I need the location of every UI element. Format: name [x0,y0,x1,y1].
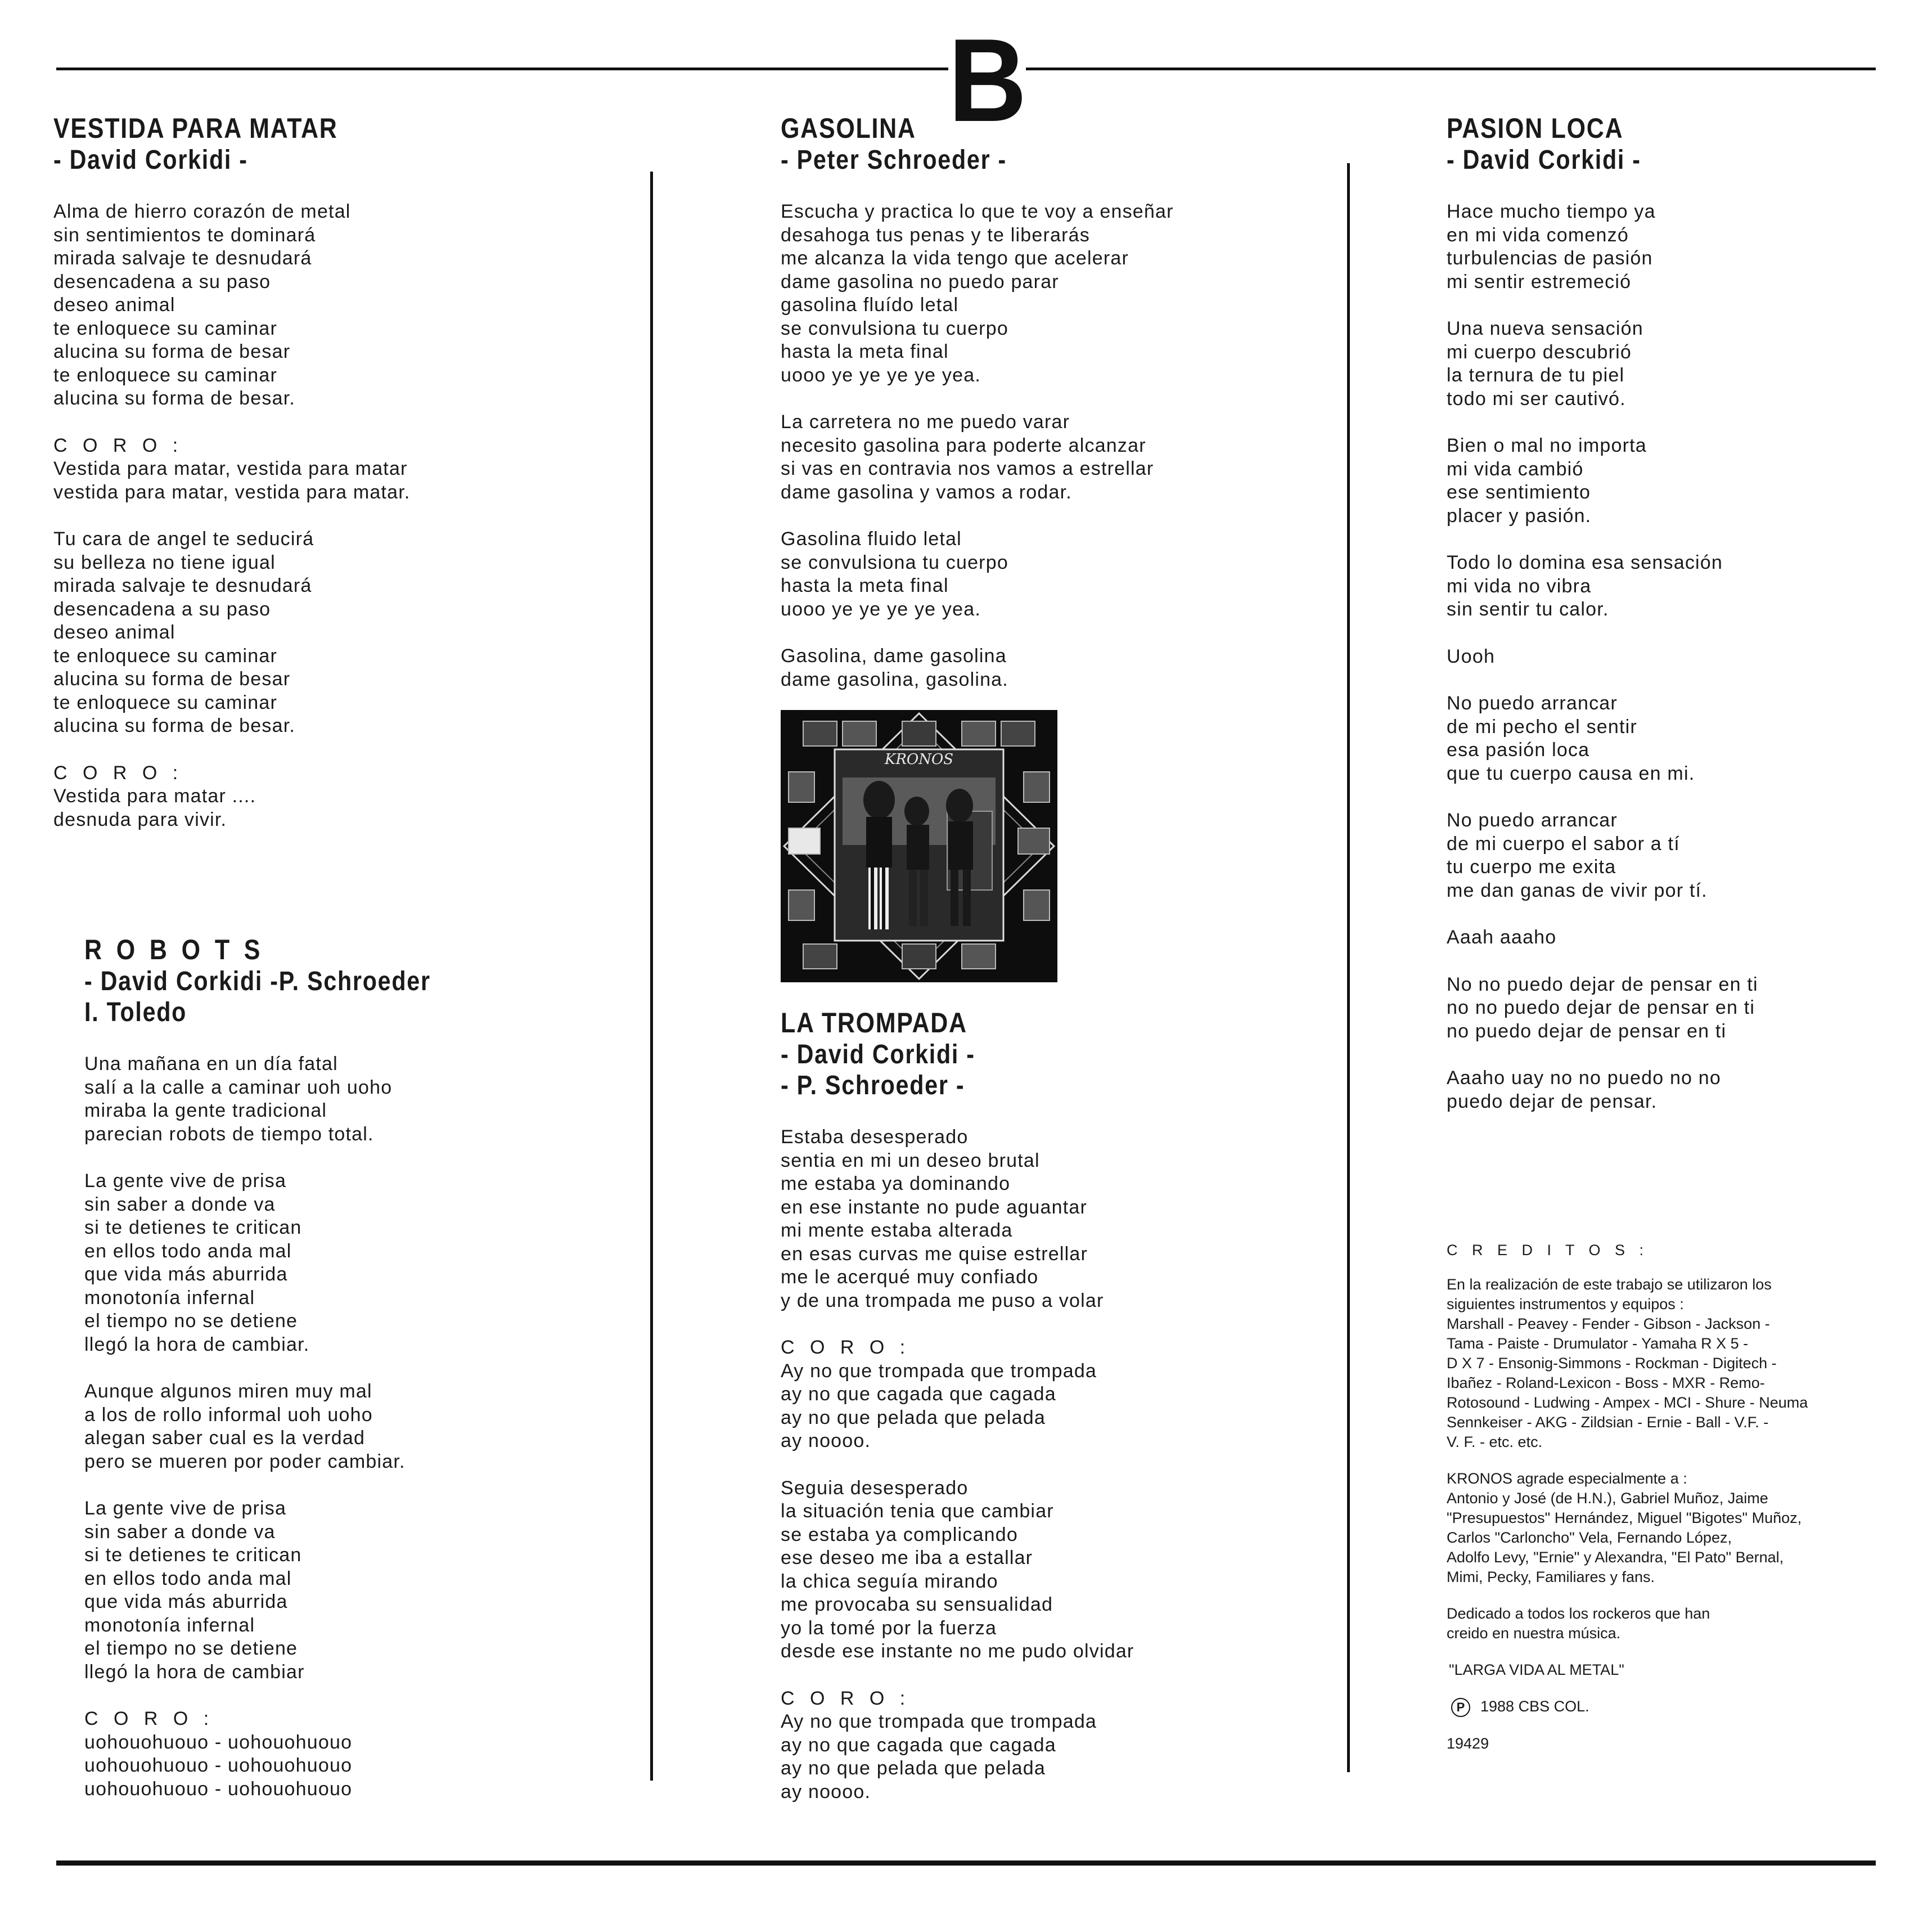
lyric-line: llegó la hora de cambiar. [84,1333,310,1355]
lyric-line: Gasolina, dame gasolina [781,645,1007,667]
song-author: - David Corkidi - [53,145,248,175]
song-author: - David Corkidi -P. Schroeder [84,967,431,996]
song-title: LA TROMPADA [781,1007,967,1039]
lyric-line: No no puedo dejar de pensar en ti [1447,973,1758,995]
lyric-line: si te detienes te critican [84,1217,302,1238]
verse [1447,692,1897,785]
lyric-line: la ternura de tu piel [1447,365,1625,386]
song-vestida-para-matar [53,113,638,832]
verse [84,1380,647,1473]
credits-line: Rotosound - Ludwing - Ampex - MCI - Shure - Neuma [1447,1394,1808,1411]
lyric-line: uohouohuouo - uohouohuouo [84,1731,353,1753]
lyric-line: su belleza no tiene igual [53,551,276,573]
lyric-line: ese deseo me iba a estallar [781,1547,1033,1569]
lyric-line: deseo animal [53,622,175,643]
lyric-line: ay no que pelada que pelada [781,1406,1046,1428]
lyric-line: tu cuerpo me exita [1447,856,1616,878]
verse [53,528,638,738]
credits-line: Marshall - Peavey - Fender - Gibson - Jackson - [1447,1315,1770,1332]
lyric-line: desnuda para vivir. [53,808,227,830]
song-title: PASION LOCA [1447,113,1624,144]
verse [1447,1067,1897,1113]
lyric-line: que vida más aburrida [84,1591,288,1612]
verse [1447,926,1897,950]
lyric-line: uooo ye ye ye ye yea. [781,598,981,620]
cover-band-logo: KRONOS [884,751,954,768]
lyric-line: me provocaba su sensualidad [781,1594,1053,1615]
verse [781,411,1343,504]
lyric-line: Escucha y practica lo que te voy a enseñar [781,201,1174,222]
verse [781,1126,1343,1313]
credits-line: Dedicado a todos los rockeros que han [1447,1605,1710,1622]
song-author: - P. Schroeder - [781,1071,965,1100]
credits-line: Tama - Paiste - Drumulator - Yamaha R X 5 - [1447,1335,1749,1352]
album-cover-art [781,710,1057,982]
lyric-line: alucina su forma de besar. [53,388,295,409]
copyright-text: 1988 CBS COL. [1480,1698,1589,1715]
column-left [53,113,638,1800]
verse [53,762,638,832]
credits-line: V. F. - etc. etc. [1447,1433,1543,1450]
lyric-line: me estaba ya dominando [781,1173,1011,1194]
lyric-line: alucina su forma de besar. [53,715,295,736]
verse [84,1707,647,1801]
lyric-line: te enloquece su caminar [53,317,278,339]
lyric-line: sin sentir tu calor. [1447,599,1609,620]
lyric-line: uohouohuouo - uohouohuouo [84,1778,353,1800]
verse [84,1497,647,1684]
credits-line: Mimi, Pecky, Familiares y fans. [1447,1569,1655,1585]
lyric-line: ay noooo. [781,1430,871,1451]
lyric-line: se estaba ya complicando [781,1523,1018,1545]
lyric-line: alucina su forma de besar [53,341,291,362]
verse [1447,809,1897,902]
verse [1447,434,1897,528]
credits-line: siguientes instrumentos y equipos : [1447,1296,1684,1313]
song-pasion-loca [1447,113,1897,1113]
credits-line: Adolfo Levy, "Ernie" y Alexandra, "El Pato" Bernal, [1447,1549,1784,1566]
chorus-label: C O R O : [84,1708,214,1729]
chorus-label: C O R O : [781,1337,911,1358]
song-title: GASOLINA [781,113,916,144]
lyric-line: Estaba desesperado [781,1126,969,1148]
column-right [1447,113,1897,1752]
lyric-line: Tu cara de angel te seducirá [53,528,314,550]
lyric-line: me le acerqué muy confiado [781,1266,1039,1288]
lyric-line: esa pasión loca [1447,739,1590,761]
credits-line: Ibañez - Roland-Lexicon - Boss - MXR - Remo- [1447,1374,1765,1391]
song-author: - David Corkidi - [1447,145,1641,175]
song-title: R O B O T S [84,934,264,965]
lyric-line: en ese instante no pude aguantar [781,1196,1088,1218]
lyric-line: el tiempo no se detiene [84,1638,298,1659]
verse [1447,973,1897,1044]
song-robots [84,934,647,1824]
lyric-line: Aaah aaaho [1447,927,1557,948]
lyric-line: dame gasolina y vamos a rodar. [781,481,1072,503]
lyric-line: de mi cuerpo el sabor a tí [1447,833,1680,855]
lyric-line: mi mente estaba alterada [781,1220,1013,1241]
side-letter: B [948,14,1027,146]
lyric-line: La gente vive de prisa [84,1498,287,1519]
lyric-line: uohouohuouo - uohouohuouo [84,1755,353,1776]
lyric-line: te enloquece su caminar [53,691,278,713]
lyric-line: que tu cuerpo causa en mi. [1447,762,1695,784]
lyric-line: mi vida cambió [1447,458,1584,480]
lyric-line: y de una trompada me puso a volar [781,1289,1104,1311]
credits-section [1447,1241,1897,1754]
lyric-line: la chica seguía mirando [781,1570,998,1592]
lyric-line: que vida más aburrida [84,1264,288,1285]
verse [84,1053,647,1146]
lyric-line: Ay no que trompada que trompada [781,1711,1097,1732]
lyric-line: te enloquece su caminar [53,645,278,667]
lyric-line: sin sentimientos te dominará [53,224,316,246]
column-divider-left [650,172,653,1781]
lyric-line: Aaaho uay no no puedo no no [1447,1067,1722,1089]
lyric-line: dame gasolina no puedo parar [781,271,1059,293]
verse [1447,551,1897,622]
lyric-line: Todo lo domina esa sensación [1447,552,1723,573]
lyric-line: en ellos todo anda mal [84,1240,292,1262]
lyric-line: pero se mueren por poder cambiar. [84,1450,406,1472]
lyric-line: desde ese instante no me pudo olvidar [781,1641,1134,1662]
lyric-line: ay noooo. [781,1781,871,1803]
lyric-line: mirada salvaje te desnudará [53,575,312,596]
lyric-line: no puedo dejar de pensar en ti [1447,1020,1727,1042]
lyric-line: Una nueva sensación [1447,318,1643,339]
verse [1447,317,1897,411]
lyric-line: Bien o mal no importa [1447,435,1647,456]
credits-line: Antonio y José (de H.N.), Gabriel Muñoz, Jaime [1447,1490,1768,1507]
verse [781,1477,1343,1664]
song-lyrics [53,200,638,832]
credits-line: Sennkeiser - AKG - Zildsian - Ernie - Ball - V.F. - [1447,1414,1769,1431]
lyric-line: alucina su forma de besar [53,668,291,690]
lyric-line: monotonía infernal [84,1287,255,1309]
lyric-line: la situación tenia que cambiar [781,1500,1054,1522]
chorus-label: C O R O : [53,434,183,456]
verse [781,645,1343,691]
lyric-line: Hace mucho tiempo ya [1447,201,1656,222]
credits-thanks [1447,1469,1897,1587]
lyric-line: Seguia desesperado [781,1477,969,1499]
lyric-line: en mi vida comenzó [1447,224,1629,246]
lyric-line: ese sentimiento [1447,482,1591,503]
verse [781,200,1343,387]
credits-line: KRONOS agrade especialmente a : [1447,1470,1687,1487]
lyric-line: desahoga tus penas y te liberarás [781,224,1090,246]
column-divider-right [1347,163,1350,1772]
lyric-line: ay no que cagada que cagada [781,1734,1056,1756]
lyric-line: mi sentir estremeció [1447,271,1632,293]
lyric-line: hasta la meta final [781,341,949,362]
verse [781,1687,1343,1804]
credits-motto: "LARGA VIDA AL METAL" [1449,1661,1624,1678]
phonogram-copyright-icon: P [1451,1698,1470,1717]
verse [1447,645,1897,669]
lyric-line: puedo dejar de pensar. [1447,1090,1658,1112]
song-lyrics [1447,200,1897,1113]
lyric-line: hasta la meta final [781,575,949,596]
lyric-line: deseo animal [53,294,175,316]
credits-line: En la realización de este trabajo se utilizaron los [1447,1276,1772,1293]
lyric-line: salí a la calle a caminar uoh uoho [84,1076,393,1098]
lyric-line: Ay no que trompada que trompada [781,1360,1097,1382]
verse [53,434,638,505]
lyric-line: desencadena a su paso [53,271,271,293]
lyric-line: gasolina fluído letal [781,294,959,316]
lyric-line: parecian robots de tiempo total. [84,1123,374,1145]
credits-line: Carlos "Carloncho" Vela, Fernando López, [1447,1529,1732,1546]
lyric-line: alegan saber cual es la verdad [84,1427,366,1449]
song-title: VESTIDA PARA MATAR [53,113,338,144]
credits-equipment [1447,1275,1897,1452]
credits-line: "Presupuestos" Hernández, Miguel "Bigotes" Muñoz, [1447,1509,1802,1526]
lyric-line: La carretera no me puedo varar [781,411,1070,433]
song-lyrics [781,200,1343,691]
lyric-line: desencadena a su paso [53,598,271,620]
song-author: - David Corkidi - [781,1040,975,1069]
lyric-line: Uooh [1447,645,1496,667]
song-lyrics [84,1053,647,1801]
lyric-line: no no puedo dejar de pensar en ti [1447,997,1755,1018]
lyric-line: sentia en mi un deseo brutal [781,1149,1040,1171]
lyric-line: si te detienes te critican [84,1544,302,1566]
bottom-rule [56,1860,1876,1866]
verse [53,200,638,411]
lyric-line: uooo ye ye ye ye yea. [781,364,981,386]
chorus-label: C O R O : [781,1687,911,1709]
lyric-line: placer y pasión. [1447,505,1592,527]
lyric-line: Vestida para matar, vestida para matar [53,458,408,479]
lyric-line: dame gasolina, gasolina. [781,668,1008,690]
lyric-line: ay no que pelada que pelada [781,1758,1046,1779]
lyric-line: vestida para matar, vestida para matar. [53,481,411,503]
verse [781,1336,1343,1453]
lyric-line: mirada salvaje te desnudará [53,248,312,269]
lyric-line: Vestida para matar .... [53,785,256,807]
lyric-line: La gente vive de prisa [84,1170,287,1192]
verse [781,528,1343,621]
credits-line: D X 7 - Ensonig-Simmons - Rockman - Digitech - [1447,1355,1777,1372]
lyric-line: a los de rollo informal uoh uoho [84,1404,373,1426]
lyric-line: mi cuerpo descubrió [1447,341,1632,363]
lyric-line: se convulsiona tu cuerpo [781,551,1008,573]
copyright-line [1451,1697,1897,1717]
credits-heading: C R E D I T O S : [1447,1242,1649,1259]
verse [1447,200,1897,294]
lyric-line: No puedo arrancar [1447,810,1618,831]
lyric-line: todo mi ser cautivó. [1447,388,1626,410]
lyric-line: Gasolina fluido letal [781,528,962,550]
lyric-line: mi vida no vibra [1447,575,1592,597]
credits-line: creido en nuestra música. [1447,1625,1621,1642]
lyric-line: en esas curvas me quise estrellar [781,1243,1088,1265]
lyric-line: Aunque algunos miren muy mal [84,1381,372,1402]
lyric-line: Una mañana en un día fatal [84,1053,338,1075]
album-cover-photo [781,710,1057,982]
lyric-line: sin saber a donde va [84,1193,276,1215]
catalog-number: 19429 [1447,1734,1489,1752]
lyric-line: necesito gasolina para poderte alcanzar [781,434,1146,456]
song-lyrics [781,1126,1343,1804]
song-gasolina [781,113,1343,691]
lyric-line: miraba la gente tradicional [84,1100,327,1121]
lyric-line: se convulsiona tu cuerpo [781,317,1008,339]
song-author: - Peter Schroeder - [781,145,1007,175]
lyric-line: sin saber a donde va [84,1521,276,1543]
song-author: I. Toledo [84,997,187,1027]
lyric-line: me dan ganas de vivir por tí. [1447,879,1708,901]
lyric-line: me alcanza la vida tengo que acelerar [781,248,1129,269]
lyric-line: si vas en contravia nos vamos a estrellar [781,458,1154,479]
lyric-line: monotonía infernal [84,1614,255,1636]
lyric-line: ay no que cagada que cagada [781,1383,1056,1405]
lyric-line: te enloquece su caminar [53,364,278,386]
lyric-line: No puedo arrancar [1447,693,1618,714]
lyric-line: Alma de hierro corazón de metal [53,201,351,222]
verse [84,1170,647,1356]
credits-dedication [1447,1604,1897,1643]
lyric-line: llegó la hora de cambiar [84,1661,305,1683]
lyric-line: en ellos todo anda mal [84,1567,292,1589]
lyric-line: yo la tomé por la fuerza [781,1617,997,1639]
chorus-label: C O R O : [53,762,183,784]
lyric-line: el tiempo no se detiene [84,1310,298,1332]
song-la-trompada [781,1007,1343,1827]
lyric-line: turbulencias de pasión [1447,248,1653,269]
lyric-line: de mi pecho el sentir [1447,716,1637,738]
